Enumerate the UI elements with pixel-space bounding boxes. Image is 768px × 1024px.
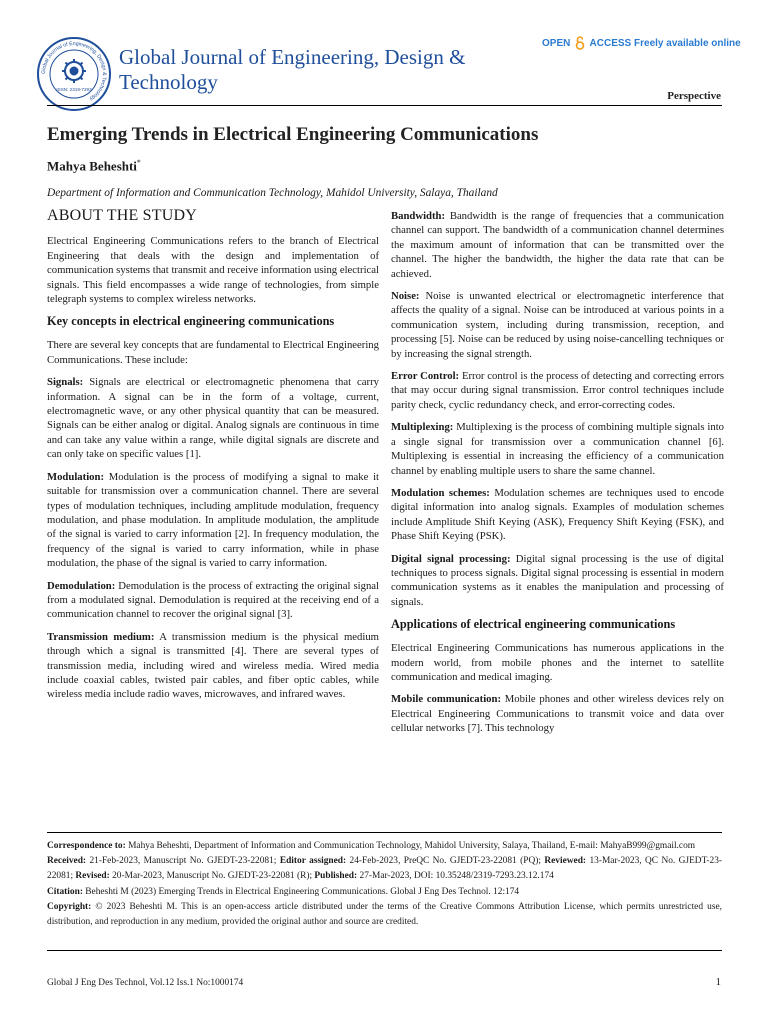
oa-tagline: Freely available online	[634, 38, 741, 49]
concept-multiplexing: Multiplexing: Multiplexing is the process of combining multiple signals into a single signal for transmission over a communication channel [6]. Multiplexing is essential in increasing the efficiency of a communication channel by enabling multiple users to share the same channel.	[391, 421, 725, 477]
concept-noise: Noise: Noise is unwanted electrical or electromagnetic interference that affects the quality of a signal. Noise can be introduced at various points in a communication system, including during transmission, reception, and processing [5]. Noise can be reduced by using noise-cancelling techniques or by increasing the signal strength.	[391, 290, 725, 360]
concept-modulation: Modulation: Modulation is the process of modifying a signal to make it suitable for transmission over a communication channel. There are several types of modulation techniques, including amplitude modulation, frequency modulation, and phase modulation. In amplitude modulation, the amplitude of the signal is varied to carry information [2]. In frequency modulation, the frequency of the signal is varied to carry information, while in phase modulation, the phase of the signal is varied to carry information.	[47, 470, 380, 570]
journal-name: Global Journal of Engineering, Design & Technology	[119, 45, 466, 94]
concept-transmission-medium: Transmission medium: A transmission medium is the physical medium through which a signal is transmitted [4]. There are several types of transmission media, including wired and wireless media. Wired media include coaxial cables, twisted pair cables, and fiber optic cables, while wireless media include radio waves, microwaves, and infrared waves.	[47, 630, 379, 701]
concept-error-control: Error Control: Error control is the process of detecting and correcting errors that may occur during signal transmission. Error control techniques include parity check, cyclic redundancy check, and error-correcting codes.	[391, 370, 725, 411]
citation: Citation: Beheshti M (2023) Emerging Trends in Electrical Engineering Communications. Global J Eng Des Technol. 12:174	[47, 886, 520, 897]
applications-intro: Electrical Engineering Communications has numerous applications in the modern world, from mobile phones and the internet to satellite communication and medical imaging.	[391, 642, 724, 683]
concept-dsp: Digital signal processing: Digital signal processing is the use of digital techniques to process signals. Digital signal processing is essential in modern communication systems as it enables the manipulation and processing of signals.	[391, 552, 725, 608]
correspondence: Correspondence to: Mahya Beheshti, Department of Information and Communication Technology, Mahidol University, Salaya, Thailand, E-mail: MahyaB999@gmail.com	[47, 841, 696, 851]
author-name: Mahya Beheshti	[47, 158, 137, 174]
footnote-divider-bottom	[47, 950, 722, 951]
article-type: Perspective	[667, 90, 721, 102]
subheading-key-concepts: Key concepts in electrical engineering communications	[47, 314, 335, 329]
gear-icon	[62, 59, 86, 83]
concept-bandwidth: Bandwidth: Bandwidth is the range of frequencies that a communication channel can support. The bandwidth of a communication channel determines the maximum amount of information that can be transmitted over the channel. The higher the bandwidth, the higher the data rate that can be achieved.	[391, 210, 725, 280]
footnotes	[47, 839, 722, 930]
footnote-divider-top	[47, 832, 722, 833]
copyright: Copyright: © 2023 Beheshti M. This is an open-access article distributed under the terms of the Creative Commons Attribution License, which permits unrestricted use, distribution, and reproduction in any medium, provided the original author and source are credited.	[47, 901, 723, 928]
page-number: 1	[715, 976, 721, 988]
journal-reference: Global J Eng Des Technol, Vol.12 Iss.1 No:1000174	[47, 978, 244, 988]
open-access-badge	[542, 36, 741, 50]
logo-issn: ISSN: 2319-7293	[56, 87, 92, 92]
open-lock-icon	[575, 36, 585, 50]
right-column	[391, 209, 724, 744]
oa-access: ACCESS	[589, 38, 632, 49]
concept-modulation-schemes: Modulation schemes: Modulation schemes are techniques used to encode digital information into analog signals. Examples of modulation schemes include Amplitude Shift Keying (ASK), Frequency Shift Keying (FSK), and Phase Shift Keying (PSK).	[391, 486, 725, 543]
oa-open: OPEN	[542, 38, 571, 49]
concept-demodulation: Demodulation: Demodulation is the process of extracting the original signal from a modulated signal. Demodulation is required at the receiving end of a communication channel to recover the original signal [3].	[47, 579, 379, 621]
subheading-applications: Applications of electrical engineering communications	[391, 617, 676, 632]
logo-ring-text: Global Journal of Engineering, Design & Technology	[40, 40, 108, 102]
section-heading: ABOUT THE STUDY	[47, 207, 197, 224]
history: Received: 21-Feb-2023, Manuscript No. GJEDT-23-22081; Editor assigned: 24-Feb-2023, PreQC No. GJEDT-23-22081 (PQ); Reviewed: 13-Mar-2023, QC No. GJEDT-23-22081; Revised: 20-Mar-2023, Manuscript No. GJEDT-23-22081 (R); Published: 27-Mar-2023, DOI: 10.35248/2319-7293.23.12.174	[47, 856, 723, 882]
intro-paragraph: Electrical Engineering Communications refers to the branch of Electrical Engineering that deals with the design and implementation of communication systems that transmit and receive information using electrical signals. This field encompasses a wide range of technologies, from simple telegraph systems to complex wireless networks.	[47, 235, 379, 306]
author-mark: *	[136, 158, 141, 167]
journal-logo	[36, 36, 112, 112]
author	[47, 158, 141, 174]
concept-signals: Signals: Signals are electrical or electromagnetic phenomena that carry information. A signal can be in the form of a voltage, current, electromagnetic wave, or any other physical quantity that can be measured. Signals can be either analog or digital. Analog signals are continuous in time and can take any value within a range, while digital signals are discrete and can only take on specific values [1].	[47, 376, 379, 461]
affiliation: Department of Information and Communication Technology, Mahidol University, Salaya, Thailand	[47, 187, 498, 199]
header-divider	[47, 105, 722, 106]
left-column	[47, 209, 379, 710]
lead-paragraph: There are several key concepts that are fundamental to Electrical Engineering Communications. These include:	[47, 339, 379, 366]
app-mobile-communication: Mobile communication: Mobile phones and other wireless devices rely on Electrical Engineering Communications to transmit voice and data over cellular networks [7]. This technology	[391, 693, 724, 735]
article-title: Emerging Trends in Electrical Engineering Communications	[47, 124, 539, 145]
